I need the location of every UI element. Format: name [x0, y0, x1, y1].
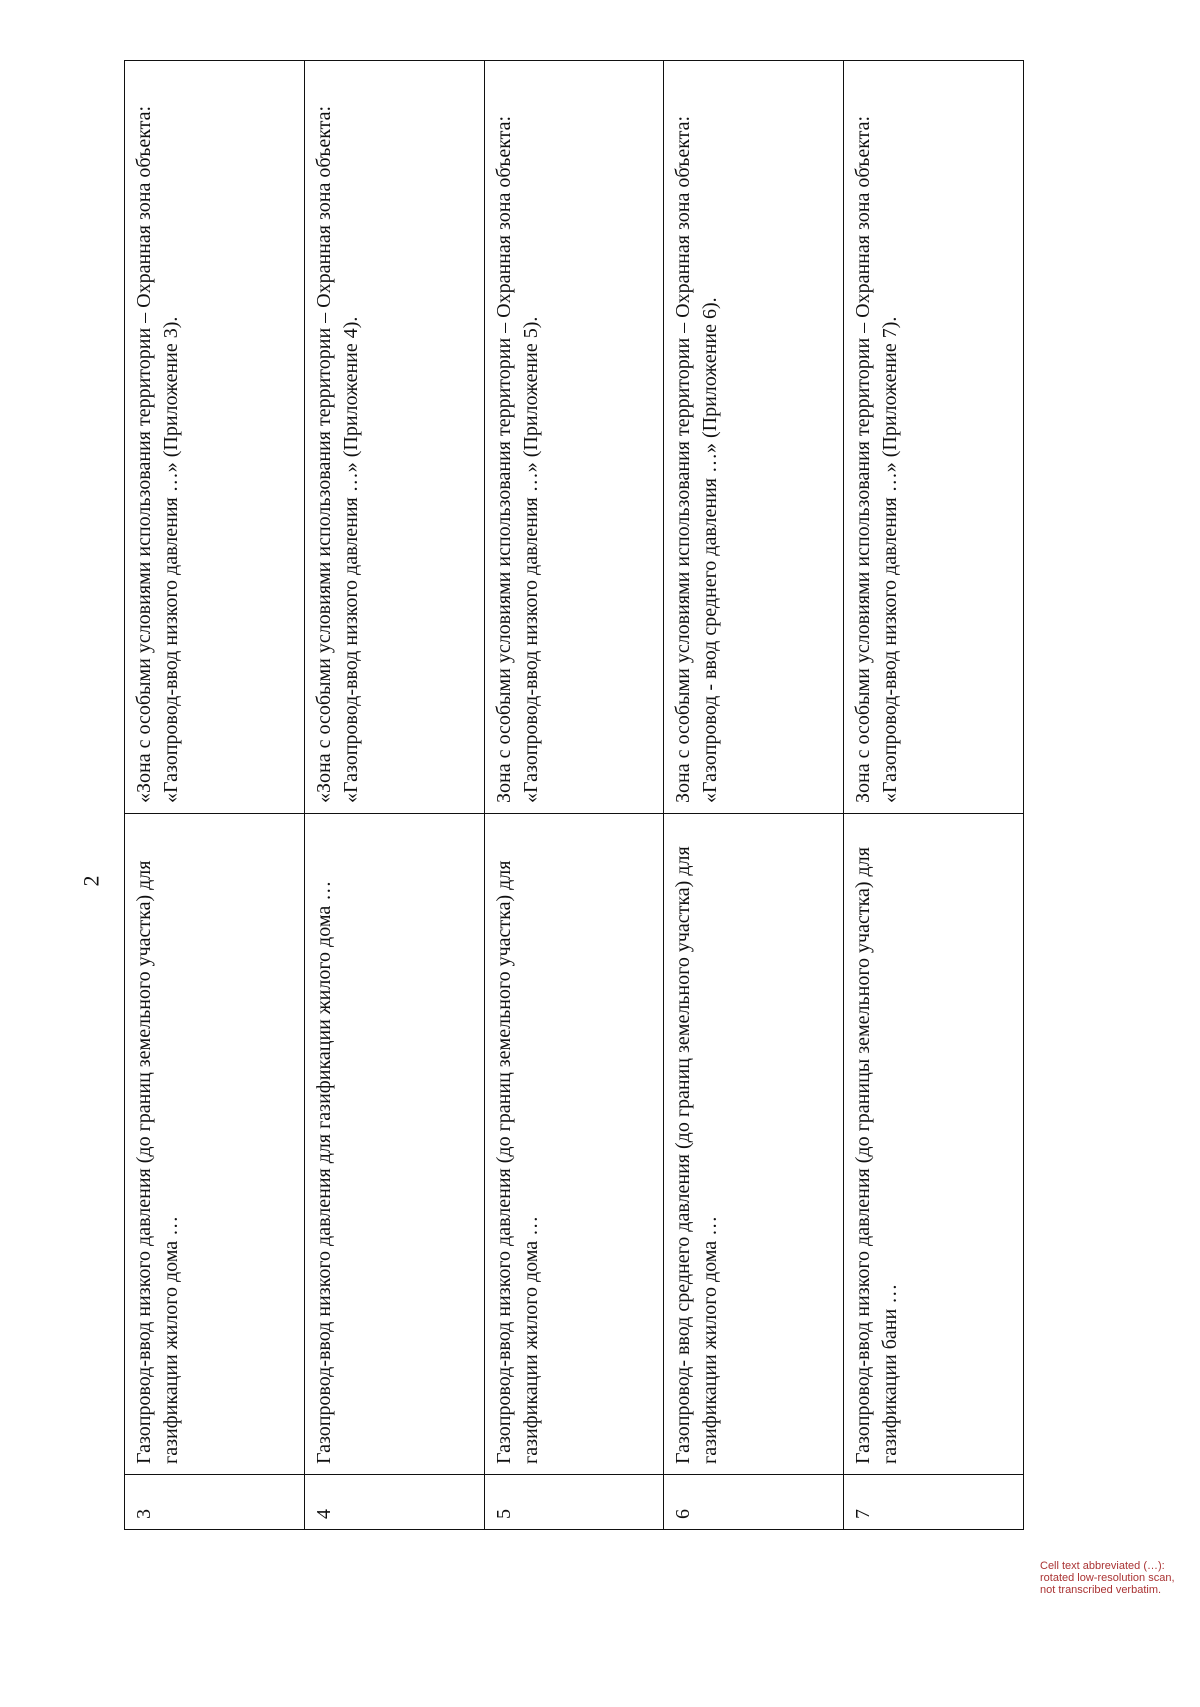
zone-description: «Зона с особыми условиями использования территории – Охранная зона объекта: «Газопровод-ввод низкого давления …» (Приложение 3).: [125, 61, 305, 814]
object-description: Газопровод- ввод среднего давления (до границ земельного участка) для газификации жилого дома …: [664, 814, 844, 1475]
table-row: [125, 61, 305, 1530]
row-number: 4: [304, 1475, 484, 1530]
row-number: 3: [125, 1475, 305, 1530]
zone-description: «Зона с особыми условиями использования территории – Охранная зона объекта: «Газопровод-ввод низкого давления …» (Приложение 4).: [304, 61, 484, 814]
row-number: 5: [484, 1475, 664, 1530]
row-number: 7: [844, 1475, 1024, 1530]
object-description: Газопровод-ввод низкого давления для газификации жилого дома …: [304, 814, 484, 1475]
zone-description: Зона с особыми условиями использования территории – Охранная зона объекта: «Газопровод - ввод среднего давления …» (Приложение 6).: [664, 61, 844, 814]
object-description: Газопровод-ввод низкого давления (до границ земельного участка) для газификации жилого дома …: [484, 814, 664, 1475]
table-row: [304, 61, 484, 1530]
object-description: Газопровод-ввод низкого давления (до границ земельного участка) для газификации жилого дома …: [125, 814, 305, 1475]
table-row: [484, 61, 664, 1530]
object-description: Газопровод-ввод низкого давления (до границы земельного участка) для газификации бани …: [844, 814, 1024, 1475]
page-number: 2: [78, 875, 104, 887]
table-row: [664, 61, 844, 1530]
zone-description: Зона с особыми условиями использования территории – Охранная зона объекта: «Газопровод-ввод низкого давления …» (Приложение 5).: [484, 61, 664, 814]
gas-pipeline-zones-table: [124, 60, 1024, 1530]
transcription-note: Cell text abbreviated (…): rotated low-resolution scan, not transcribed verbatim.: [1040, 1560, 1175, 1596]
zone-description: Зона с особыми условиями использования территории – Охранная зона объекта: «Газопровод-ввод низкого давления …» (Приложение 7).: [844, 61, 1024, 814]
row-number: 6: [664, 1475, 844, 1530]
table-row: [844, 61, 1024, 1530]
